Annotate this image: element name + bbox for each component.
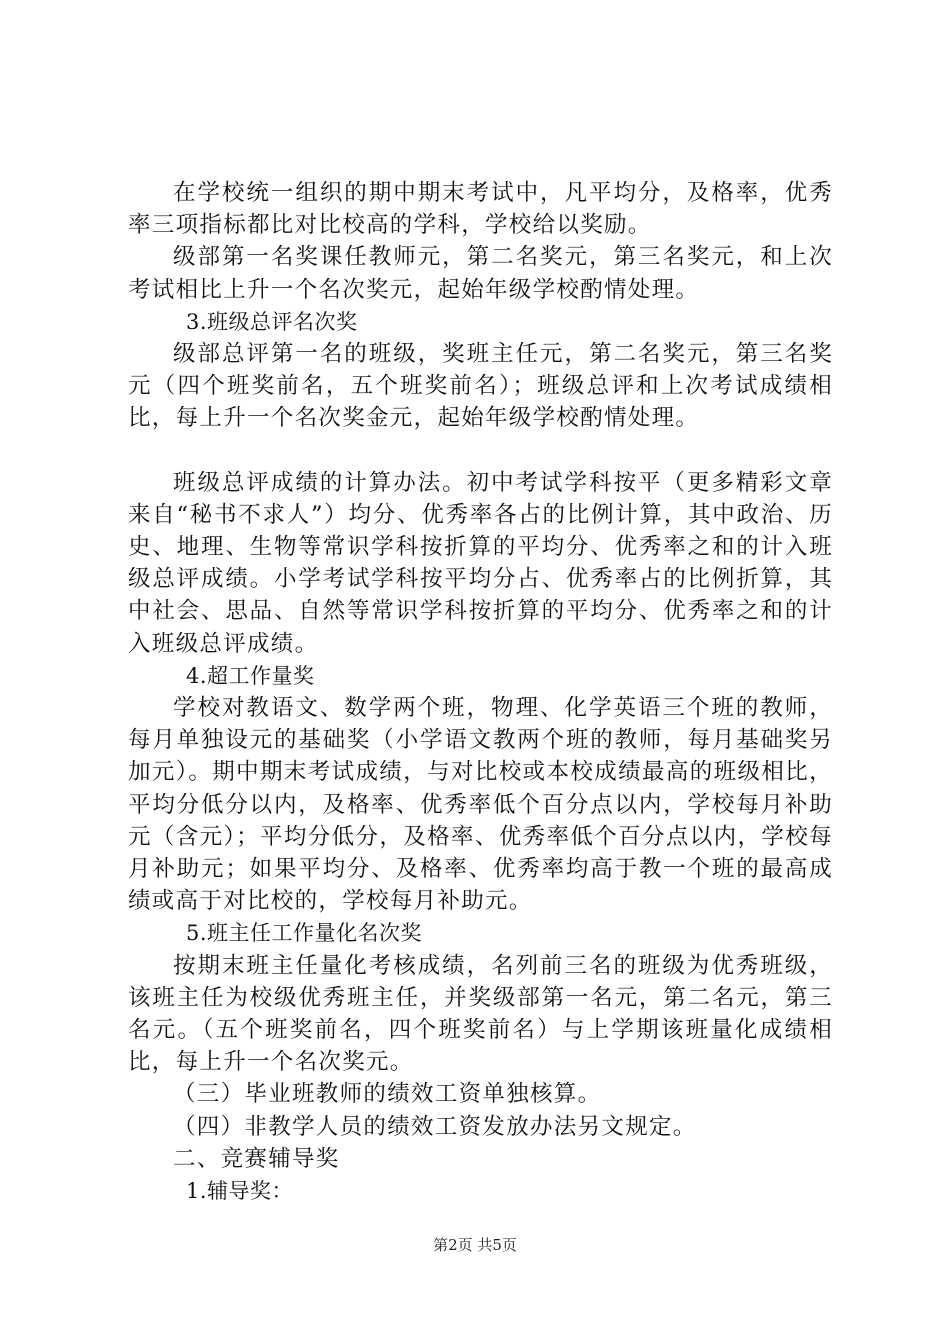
document-body (128, 177, 833, 1207)
paragraph-gap (128, 435, 833, 467)
body-paragraph: 二、竞赛辅导奖 (173, 1145, 340, 1172)
page-footer: 第2页 共5页 (433, 1236, 517, 1254)
section-heading: 4.超工作量奖 (186, 663, 315, 688)
body-paragraph: 学校对教语文、数学两个班，物理、化学英语三个班的教师，每月单独设元的基础奖（小学语文教两个班的教师，每月基础奖另加元）。期中期末考试成绩，与对比校或本校成绩最高的班级相比，平均分低分以内，及格率、优秀率低个百分点以内，学校每月补助元（含元）；平均分低分，及格率、优秀率低个百分点以内，学校每月补助元；如果平均分、及格率、优秀率均高于教一个班的最高成绩或高于对比校的，学校每月补助元。 (128, 695, 833, 915)
section-heading: 3.班级总评名次奖 (186, 309, 358, 334)
body-paragraph: 在学校统一组织的期中期末考试中，凡平均分，及格率，优秀率三项指标都比对比校高的学科，学校给以奖励。 (128, 180, 833, 239)
body-paragraph: 班级总评成绩的计算办法。初中考试学科按平（更多精彩文章来自“秘书不求人”）均分、优秀率各占的比例计算，其中政治、历史、地理、生物等常识学科按折算的平均分、优秀率之和的计入班级总评成绩。小学考试学科按平均分占、优秀率占的比例折算，其中社会、思品、自然等常识学科按折算的平均分、优秀率之和的计入班级总评成绩。 (128, 469, 833, 657)
body-paragraph: 级部总评第一名的班级，奖班主任元，第二名奖元，第三名奖元（四个班奖前名，五个班奖前名）；班级总评和上次考试成绩相比，每上升一个名次奖金元，起始年级学校酌情处理。 (128, 341, 833, 432)
body-paragraph: 级部第一名奖课任教师元，第二名奖元，第三名奖元，和上次考试相比上升一个名次奖元，起始年级学校酌情处理。 (128, 244, 833, 303)
body-paragraph: （四）非教学人员的绩效工资发放办法另文规定。 (173, 1113, 697, 1140)
section-heading: 5.班主任工作量化名次奖 (186, 921, 423, 946)
body-paragraph: （三）毕业班教师的绩效工资单独核算。 (173, 1081, 602, 1108)
body-paragraph: 按期末班主任量化考核成绩，名列前三名的班级为优秀班级，该班主任为校级优秀班主任，并奖级部第一名元，第二名元，第三名元。（五个班奖前名，四个班奖前名）与上学期该班量化成绩相比，每上升一个名次奖元。 (128, 952, 833, 1076)
section-heading: 1.辅导奖： (186, 1179, 294, 1204)
